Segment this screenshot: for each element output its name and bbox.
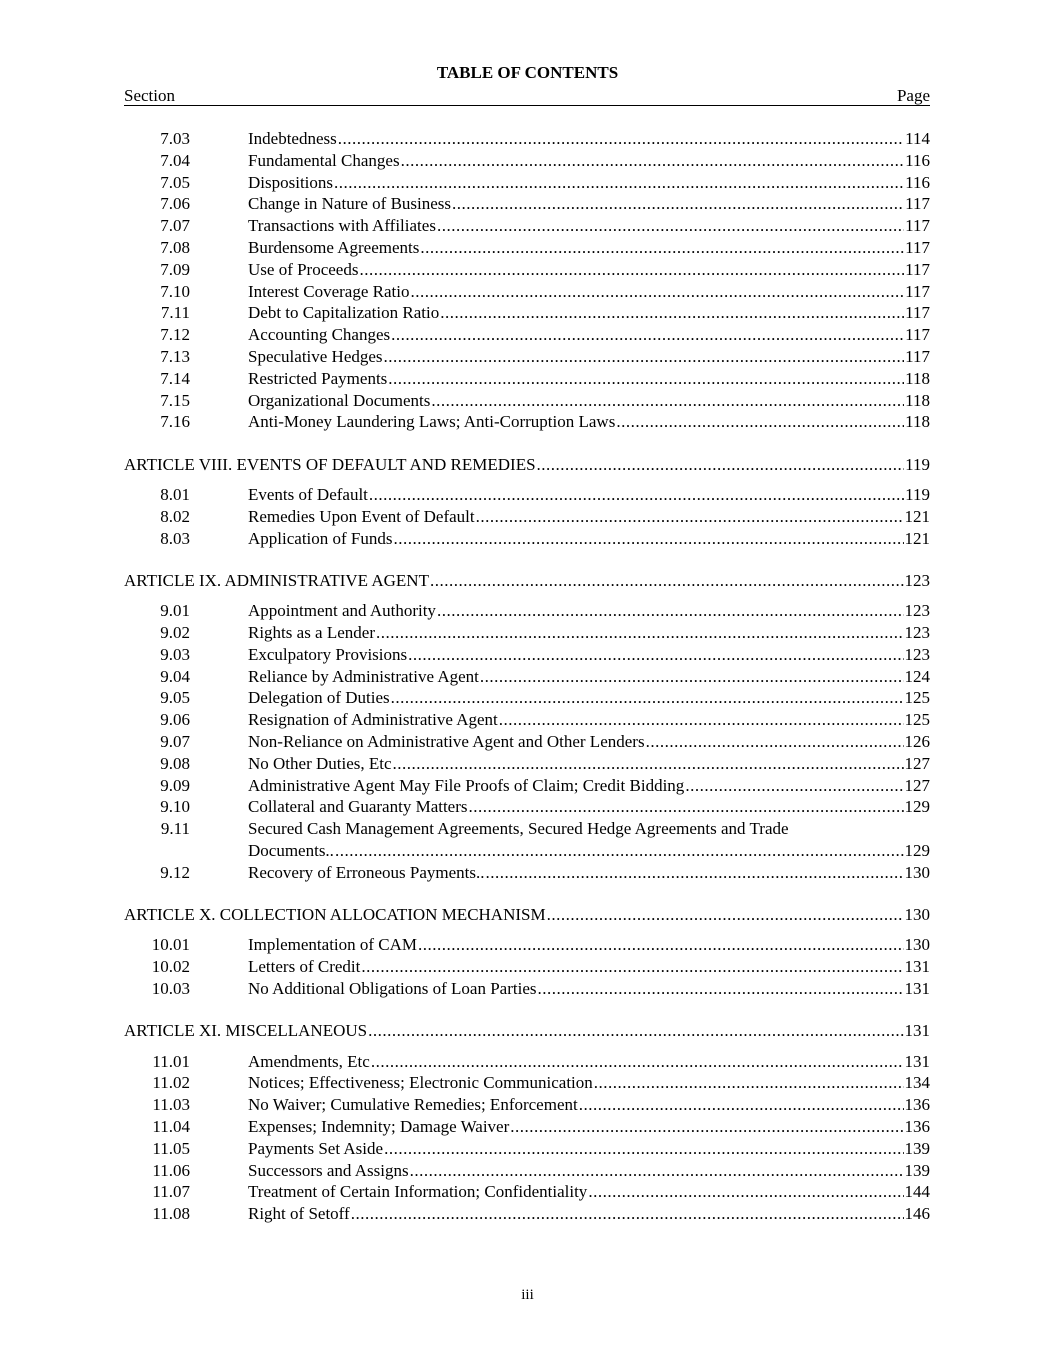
section-number: 11.04 [152,1117,190,1136]
page-ref: 117 [905,216,930,236]
page-ref: 123 [904,623,930,642]
page-ref: 117 [905,281,930,301]
page-ref: 117 [905,194,930,214]
section-title: Rights as a Lender [248,623,375,642]
page-ref: 121 [904,506,930,526]
page-ref: 130 [904,905,930,925]
toc-section-row[interactable] [124,215,930,237]
section-number: 7.07 [160,216,190,236]
page-ref: 127 [904,775,930,795]
toc-section-row[interactable] [124,1116,930,1138]
dot-leader [588,1181,903,1203]
page-ref: 126 [904,732,930,751]
toc-section-row[interactable] [124,128,930,150]
dot-leader [408,644,903,666]
section-number: 11.03 [152,1095,190,1115]
section-number: 9.12 [160,862,190,882]
toc-section-row[interactable] [124,281,930,303]
section-number: 9.06 [160,710,190,730]
section-title: Interest Coverage Ratio [248,281,410,301]
dot-leader [537,454,905,476]
dot-leader [391,687,904,709]
page-ref: 144 [904,1182,930,1202]
article-title: ARTICLE X. COLLECTION ALLOCATION MECHANISM [124,905,546,925]
dot-leader [369,484,904,506]
dot-leader [440,302,904,324]
section-number: 11.08 [152,1204,190,1224]
section-number: 7.04 [160,150,190,170]
dot-leader [594,1072,904,1094]
section-number: 7.11 [160,303,190,323]
page-ref: 114 [905,129,930,148]
dot-leader [480,666,904,688]
dot-leader [335,840,904,862]
toc-section-row[interactable] [124,862,930,884]
dot-leader [384,1138,903,1160]
toc-section-row[interactable] [124,709,930,731]
dot-leader [486,862,904,884]
dot-leader [418,934,903,956]
toc-section-row[interactable] [124,237,930,259]
toc-section-row[interactable] [124,731,930,753]
page-ref: 131 [904,1021,930,1041]
dot-leader [431,390,904,412]
section-number: 9.09 [160,775,190,795]
section-number: 7.08 [160,238,190,257]
toc-column-header [124,86,930,106]
article-title: ARTICLE XI. MISCELLANEOUS [124,1021,368,1041]
dot-leader [351,1203,904,1225]
toc-article-row[interactable] [124,570,930,592]
page-ref: 117 [905,303,930,323]
section-number: 7.12 [160,325,190,345]
dot-leader [579,1094,904,1116]
page-ref: 117 [905,238,930,257]
toc-section-row[interactable] [124,818,930,840]
toc-title: TABLE OF CONTENTS [436,63,619,82]
page-ref: 123 [904,601,930,621]
section-title: Expenses; Indemnity; Damage Waiver [248,1117,510,1136]
page-ref: 125 [904,688,930,708]
section-number: 9.08 [160,753,190,773]
section-number: 9.04 [160,666,190,686]
dot-leader [361,956,903,978]
toc-section-row[interactable] [124,1138,930,1160]
page-ref: 130 [904,862,930,882]
page-ref: 119 [905,485,930,504]
toc-article-row[interactable] [124,904,930,926]
toc-section-row[interactable] [124,368,930,390]
page-ref: 117 [905,347,930,366]
toc-section-row[interactable] [124,775,930,797]
toc-section-row[interactable] [124,956,930,978]
page-ref: 131 [904,1051,930,1071]
dot-leader [388,368,904,390]
toc-section-row[interactable] [124,1051,930,1073]
dot-leader [401,150,905,172]
page-ref: 116 [905,172,930,192]
section-number: 9.02 [160,623,190,642]
toc-section-row[interactable] [124,934,930,956]
section-title: Anti-Money Laundering Laws; Anti-Corruption Laws [248,412,616,432]
section-number: 7.10 [160,281,190,301]
section-number: 10.02 [151,957,190,977]
section-title: Appointment and Authority [248,601,436,621]
section-title: Collateral and Guaranty Matters [248,797,468,817]
section-title: Burdensome Agreements [248,238,420,257]
section-title: Reliance by Administrative Agent [248,666,479,686]
section-title: Secured Cash Management Agreements, Secured Hedge Agreements and Trade [248,819,789,839]
page-ref: 127 [904,753,930,773]
dot-leader [510,1116,903,1138]
dot-leader [394,528,904,550]
section-number: 7.15 [160,390,190,410]
section-number: 9.03 [160,644,190,664]
dot-leader [616,411,904,433]
section-number: 7.13 [160,347,190,366]
toc-article-row[interactable] [124,1020,930,1042]
article-title: ARTICLE VIII. EVENTS OF DEFAULT AND REMEDIES [124,454,536,474]
dot-leader [338,128,904,150]
dot-leader [452,193,904,215]
section-title: Change in Nature of Business [248,194,452,214]
dot-leader [384,346,905,368]
section-title: Administrative Agent May File Proofs of Claim; Credit Bidding [248,775,685,795]
toc-section-row[interactable] [124,172,930,194]
section-title: Indebtedness [248,129,337,148]
section-title: Use of Proceeds [248,259,359,279]
page-number: iii [521,1287,534,1303]
page-ref: 118 [905,368,930,388]
dot-leader [538,978,904,1000]
dot-leader [499,709,904,731]
section-title: Payments Set Aside [248,1138,384,1158]
section-number: 8.03 [160,528,190,548]
dot-leader [437,600,904,622]
section-number: 11.02 [152,1073,190,1093]
section-title: Implementation of CAM [248,935,418,955]
page-ref: 136 [904,1117,930,1136]
section-title: Dispositions [248,172,334,192]
toc-section-row[interactable] [124,1072,930,1094]
dot-leader [437,215,904,237]
toc-article-row[interactable] [124,454,930,476]
section-number: 7.16 [160,412,190,432]
section-number: 11.06 [152,1160,190,1180]
section-title: Letters of Credit [248,957,361,977]
page-ref: 134 [904,1073,930,1093]
dot-leader [359,259,904,281]
section-title: Treatment of Certain Information; Confidentiality [248,1182,588,1202]
toc-section-row[interactable] [124,687,930,709]
section-number: 11.07 [152,1182,190,1202]
dot-leader [476,506,904,528]
page-ref: 129 [904,841,930,860]
section-number: 10.03 [151,979,190,998]
article-title: ARTICLE IX. ADMINISTRATIVE AGENT [124,570,429,590]
dot-leader [469,796,904,818]
toc-section-row[interactable] [124,484,930,506]
dot-leader [410,1160,904,1182]
dot-leader [391,324,904,346]
section-title: Right of Setoff [248,1204,350,1224]
page-ref: 125 [904,710,930,730]
toc-section-row[interactable] [124,390,930,412]
section-number: 9.01 [160,601,190,621]
toc-section-row[interactable] [124,1160,930,1182]
page-column-label: Page [896,86,930,105]
dot-leader [430,570,904,592]
toc-section-row[interactable] [124,1181,930,1203]
toc-section-row[interactable] [124,600,930,622]
section-title: Notices; Effectiveness; Electronic Communication [248,1073,593,1093]
section-number: 9.05 [160,688,190,708]
section-title: Exculpatory Provisions [248,644,408,664]
page-ref: 129 [904,797,930,817]
toc-section-row[interactable] [124,506,930,528]
dot-leader [410,281,904,303]
section-number: 7.06 [160,194,190,214]
section-title: Resignation of Administrative Agent [248,710,498,730]
section-title: Remedies Upon Event of Default [248,506,475,526]
section-number: 9.11 [160,819,190,839]
toc-section-row[interactable] [124,302,930,324]
toc-section-row[interactable] [124,259,930,281]
page-ref: 117 [905,325,930,345]
page-ref: 130 [904,935,930,955]
section-title: Fundamental Changes [248,150,400,170]
toc-section-row-continuation[interactable] [124,840,930,862]
dot-leader [685,775,903,797]
dot-leader [547,904,904,926]
section-number: 7.14 [160,368,190,388]
section-number: 9.10 [160,797,190,817]
section-title: Restricted Payments [248,368,388,388]
page-ref: 118 [905,390,930,410]
dot-leader [420,237,904,259]
page-ref: 139 [904,1160,930,1180]
dot-leader [393,753,904,775]
toc-section-row[interactable] [124,753,930,775]
page-ref: 119 [905,454,930,474]
section-number: 8.01 [160,485,190,504]
section-title: Debt to Capitalization Ratio [248,303,440,323]
toc-section-row[interactable] [124,622,930,644]
section-title: No Waiver; Cumulative Remedies; Enforcement [248,1095,578,1115]
section-title-continuation: Documents.. [248,841,334,860]
section-number: 9.07 [160,732,190,751]
section-title: No Other Duties, Etc [248,753,392,773]
section-title: Speculative Hedges [248,347,383,366]
section-title: Recovery of Erroneous Payments.. [248,862,485,882]
toc-section-row[interactable] [124,796,930,818]
toc-section-row[interactable] [124,666,930,688]
page-ref: 123 [904,644,930,664]
page-ref: 117 [905,259,930,279]
page-ref: 131 [904,979,930,998]
toc-section-row[interactable] [124,193,930,215]
page-ref: 118 [905,412,930,432]
toc-section-row[interactable] [124,324,930,346]
dot-leader [371,1051,904,1073]
section-number: 7.05 [160,172,190,192]
toc-section-row[interactable] [124,346,930,368]
page-ref: 121 [904,528,930,548]
page-ref: 139 [904,1138,930,1158]
page-ref: 116 [905,150,930,170]
section-title: Successors and Assigns [248,1160,409,1180]
toc-section-row[interactable] [124,528,930,550]
dot-leader [368,1020,903,1042]
toc-section-row[interactable] [124,411,930,433]
dot-leader [334,172,904,194]
section-title: Accounting Changes [248,325,391,345]
section-number: 8.02 [160,506,190,526]
section-column-label: Section [124,86,175,105]
section-number: 11.05 [152,1138,190,1158]
page-ref: 136 [904,1095,930,1115]
toc-section-row[interactable] [124,978,930,1000]
dot-leader [646,731,904,753]
section-number: 11.01 [152,1051,190,1071]
section-title: Delegation of Duties [248,688,390,708]
section-number: 10.01 [151,935,190,955]
page-ref: 131 [904,957,930,977]
toc-section-row[interactable] [124,644,930,666]
section-number: 7.03 [160,129,190,148]
section-title: Non-Reliance on Administrative Agent and Other Lenders [248,732,645,751]
section-title: No Additional Obligations of Loan Parties [248,979,537,998]
page-ref: 146 [904,1204,930,1224]
toc-section-row[interactable] [124,1094,930,1116]
section-title: Transactions with Affiliates [248,216,436,236]
section-title: Application of Funds [248,528,393,548]
section-title: Organizational Documents [248,390,431,410]
section-title: Events of Default [248,485,368,504]
page-ref: 123 [904,570,930,590]
dot-leader [376,622,904,644]
section-title: Amendments, Etc [248,1051,370,1071]
page-ref: 124 [904,666,930,686]
section-number: 7.09 [160,259,190,279]
toc-section-row[interactable] [124,150,930,172]
toc-section-row[interactable] [124,1203,930,1225]
